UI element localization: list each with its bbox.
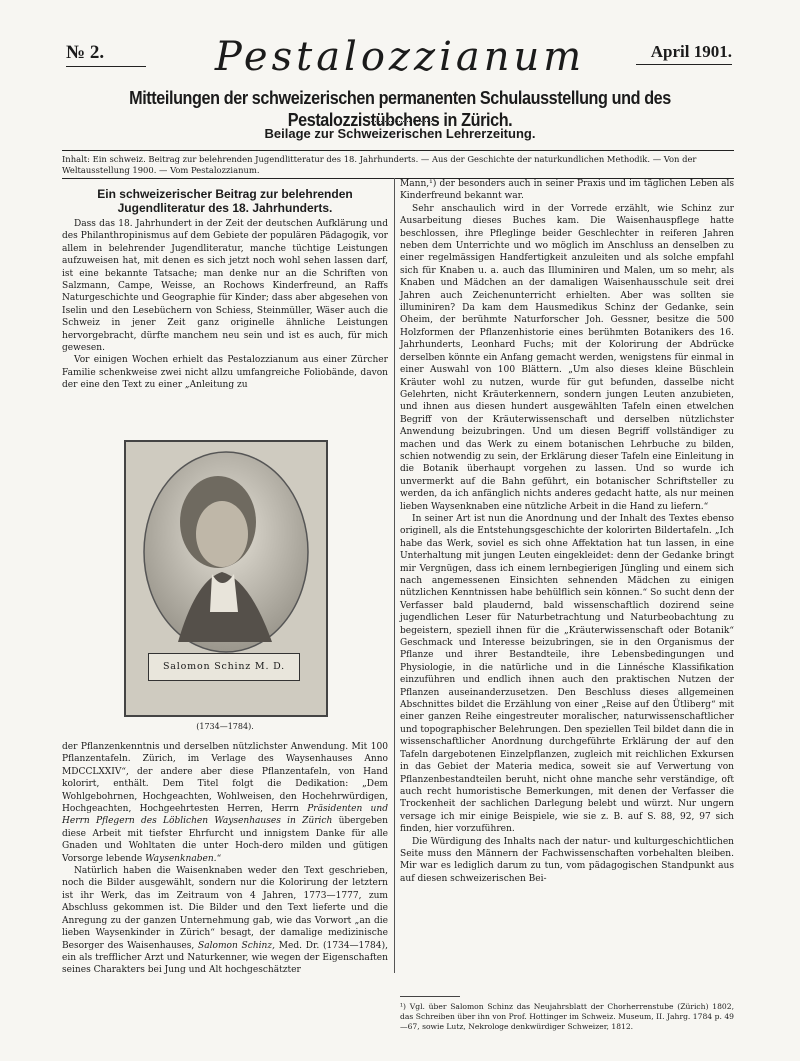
paragraph: Sehr anschaulich wird in der Vorrede erzählt, wie Schinz zur Ausarbeitung dieses Buches kam. Die Waisenhauspflege hatte beschlossen, ihre Pfleglinge beider Geschlechter in reiferen Jahren neben dem Unterrichte und wo möglich im Anschluss an denselben zu einer regelmässigen Handfertigkeit anzuleiten und als solche empfahl sich für Knaben u. a. auch das Illuminiren und Malen, um so mehr, als Knaben und Mädchen an der damaligen Waisenhausschule seit drei Jahren auch Zeichenunterricht erhielten. Aber was sollten sie illuminiren? Da kam dem Hausmedikus Schinz der Gedanke, sein Oheim, der berühmte Naturforscher Joh. Gessner, besitze die 500 Holzformen der Pflanzenhistorie eines berühmten Botanikers des 16. Jahrhunderts, Leonhard Fuchs; mit der Kolorirung der Abdrücke derselben könnte ein Anfang gemacht werden, wenigstens für einmal in einer Auswahl von 100 Blättern. „Um also dieses kleine Büschlein Kräuter wohl zu nutzen, wurde für gut befunden, dasselbe nicht Gelehrten, nicht Kräuterkennern, sondern jungen Leuten anzubieten, und ihnen aus diesen hundert ausgewählten Tafeln einen etwelchen Begriff von der Kräuterwissenschaft und derselben nützlichster Anwendung beizubringen. Und um diesen Begriff vollständiger zu machen und das Werk zu einem botanischen Lehrbuche zu bilden, schien notwendig zu sein, der Erklärung dieser Tafeln eine Einleitung in die Botanik überhaupt vorgehen zu lassen. Und so wurde ich unvermerkt auf die Bahn geführt, ein botanischer Schriftsteller zu werden, da ich anfänglich nichts anderes gedacht hatte, als nur meinen lieben Waysenknaben eine nützliche Arbeit in die Hand zu liefern.“ (400, 203, 734, 512)
masthead-subtitle: Mitteilungen der schweizerischen permanenten Schulausstellung und des Pestalozzistübchens in Zürich. (129, 88, 671, 131)
column-divider (394, 178, 395, 973)
left-column-bottom (62, 741, 388, 977)
paragraph: Mann,¹) der besonders auch in seiner Praxis und im täglichen Leben als Kinderfreund bekannt war. (400, 179, 734, 202)
footnote-rule (400, 996, 460, 997)
article-title: Ein schweizerischer Beitrag zur belehrenden Jugendliteratur des 18. Jahrhunderts. (97, 187, 353, 215)
paragraph: Dass das 18. Jahrhundert in der Zeit der deutschen Aufklärung und des Philanthropinismus auf dem Gebiete der populären Pädagogik, vor allem in belehrender Jugendliteratur, manche tüchtige Leistungen aufzuweisen hat, mit denen es sich jetzt noch wohl sehen lassen darf, ist eine bekannte Tatsache; man denke nur an die Schriften von Salzmann, Campe, Weisse, an Rochows Kinderfreund, an Raffs Naturgeschichte und Geographie für Kinder; dass aber abgesehen von Iselin und den Lesebüchern von Schiess, Steinmüller, Wäser auch die Schweiz in jener Zeit ganz originelle ähnliche Leistungen hervorgebracht, dürfte manchem neu sein und ist es auch, für mich gewesen. (62, 219, 388, 354)
paragraph: Natürlich haben die Waisenknaben weder den Text geschrieben, noch die Bilder ausgewählt, sondern nur die Kolorirung der letztern ist ihr Werk, das im Zeitraum von 4 Jahren, 1773—1777, zum Abschluss gekommen ist. Die Bilder und den Text lieferte und die Anregung zu der ganzen Unternehmung gab, wie das Vorwort „an die lieben Waysenkinder in Zürich“ besagt, der damalige medizinische Besorger des Waisenhauses, Salomon Schinz, Med. Dr. (1734—1784), ein als trefflicher Arzt und Naturkenner, wie wegen der Eigenschaften seines Charakters bei Jung und Alt hochgeschätzter (62, 866, 388, 976)
paragraph: der Pflanzenkenntnis und derselben nützlichster Anwendung. Mit 100 Pflanzentafeln. Zürich, im Verlage des Waysenhauses Anno MDCCLXXIV“, der andere aber diese Pflanzentafeln, von Hand kolorirt, enthält. Dem Titel folgt die Dedikation: „Dem Wohlgebohrnen, Hochgeachten, Wohlweisen, den Hochehrwürdigen, Hochgeachten, Hochgeehrtesten Herren, Herrn Präsidenten und Herrn Pflegern des Löblichen Waysenhauses in Zürich übergeben diese Arbeit mit tiefster Ehrfurcht und innigstem Danke für alle Gnaden und Wohltaten die unter Hoch-dero milden und gütigen Vorsorge lebende Waysenknaben.“ (62, 742, 388, 864)
paragraph: Vor einigen Wochen erhielt das Pestalozzianum aus einer Zürcher Familie schenkweise zwei nicht allzu umfangreiche Foliobände, davon der eine den Text zu einer „Anleitung zu (62, 355, 388, 391)
paragraph: In seiner Art ist nun die Anordnung und der Inhalt des Textes ebenso originell, als die Entstehungsgeschichte der kolorirten Bildertafeln. „Ich habe das Werk, soviel es sich ohne Affektation hat tun lassen, in eine Unterhaltung mit jungen Leuten eingekleidet: denn der Gedanke bringt mir Vergnügen, dass ich einem lernbegierigen Jüngling und einem sich nach angemessenen Einsichten sehnenden Mädchen zu einigen nützlichen Kenntnissen habe behülflich sein können.“ So sucht denn der Verfasser bald plaudernd, bald wissenschaftlich dozirend seine jugendlichen Leser für Naturbetrachtung und Naturbeobachtung zu begeistern, speziell ihnen für die „Kräuterwissenschaft oder Botanik“ Geschmack und Interesse beizubringen, sie in den Organismus der Pflanze und ihrer Bestandteile, ihre Lebensbedingungen und Physiologie, in die natürliche und in die Linnésche Klassifikation einzuführen und endlich ihnen auch den praktischen Nutzen der Pflanzen auseinanderzusetzen. Den Beschluss dieses allgemeinen Abschnittes bildet die Erzählung von einer „Reise auf den Ütliberg“ mit einer ganzen Reihe eingestreuter moralischer, naturwissenschaftlicher und topographischer Belehrungen. Den speziellen Teil bildet dann die in wissenschaftlicher Anordnung durchgeführte Erklärung der auf den Tafeln dargebotenen Einzelpflanzen, zugleich mit reichlichen Exkursen in das Gebiet der Materia medica, soweit sie auf Verwertung von Pflanzenbestandteilen beruht, nicht ohne manche sehr verständige, oft auch recht humoristische Bemerkungen, mit denen der Verfasser die Trockenheit der sachlichen Darlegung belebt und würzt. Nur ungern versage ich mir einige Beispiele, wie sie z. B. auf S. 88, 92, 97 sich finden, hier vorzuführen. (400, 513, 734, 835)
issue-number: № 2. (66, 42, 146, 67)
right-column (400, 178, 734, 885)
ornament-divider (368, 117, 432, 122)
contents-label: Inhalt: (62, 154, 90, 164)
issue-date: April 1901. (636, 42, 732, 65)
footnote: ¹) Vgl. über Salomon Schinz das Neujahrsblatt der Chorherrenstube (Zürich) 1802, das Schreiben über ihn von Prof. Hottinger im Schweiz. Museum, II. Jahrg. 1784 p. 49—67, sowie Lutz, Nekrologe denkwürdiger Schweizer, 1812. (400, 1002, 734, 1031)
masthead-title: Pestalozzianum (214, 34, 586, 80)
paragraph: Die Würdigung des Inhalts nach der natur- und kulturgeschichtlichen Seite muss den Männern der Fachwissenschaften vorbehalten bleiben. Mir war es lediglich darum zu tun, vom pädagogischen Standpunkt aus auf diesen schweizerischen Bei- (400, 836, 734, 884)
supplement-note: Beilage zur Schweizerischen Lehrerzeitung. (264, 126, 536, 141)
left-column-top (62, 218, 388, 392)
contents-text: Ein schweiz. Beitrag zur belehrenden Jugendlitteratur des 18. Jahrhunderts. — Aus der Geschichte der naturkundlichen Methodik. — Von der Weltausstellung 1900. — Vom Pestalozzianum. (62, 154, 697, 175)
portrait-caption: (1734—1784). (196, 722, 254, 731)
portrait-label: Salomon Schinz M. D. (148, 653, 300, 681)
table-of-contents (62, 150, 734, 179)
